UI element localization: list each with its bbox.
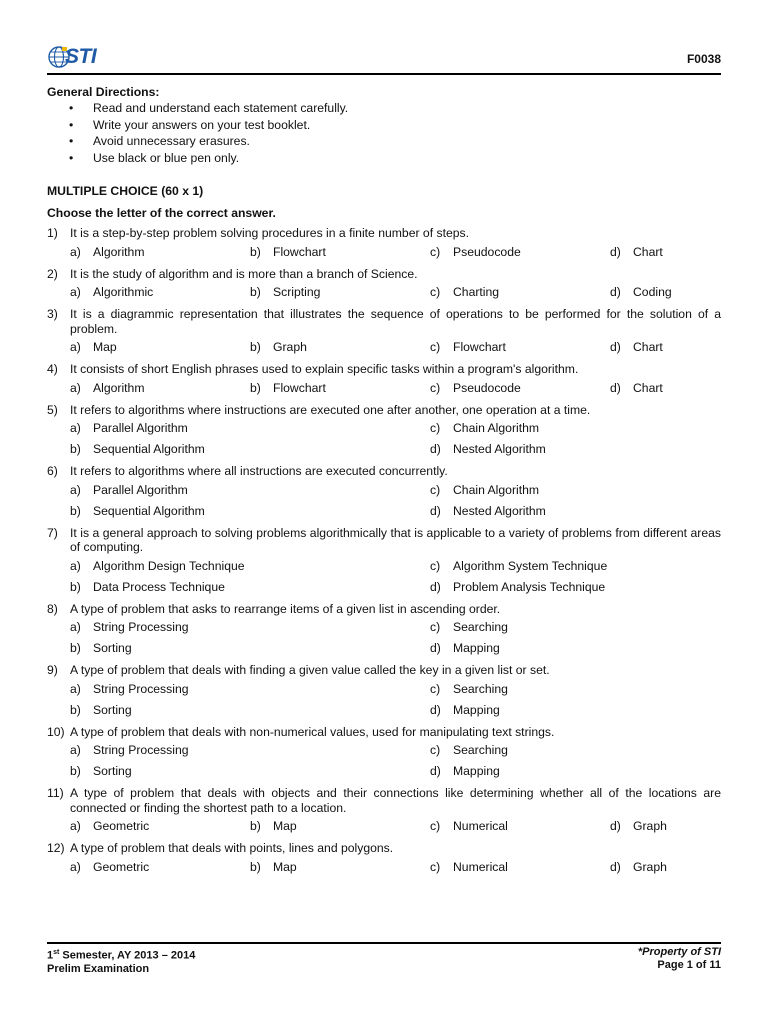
question-number: 6) <box>47 464 58 478</box>
option-text: Sorting <box>93 641 132 655</box>
answer-option <box>430 764 500 778</box>
footer-rule <box>47 942 721 944</box>
answer-option <box>70 764 132 778</box>
option-text: Parallel Algorithm <box>93 421 188 435</box>
answer-option <box>430 340 506 354</box>
options-row <box>47 815 721 836</box>
option-text: Flowchart <box>273 244 326 259</box>
option-text: String Processing <box>93 681 189 696</box>
option-letter: d) <box>610 285 621 299</box>
question-text: It refers to algorithms where instructions are executed one after another, one operation at a time. <box>70 402 591 417</box>
option-letter: b) <box>250 244 261 259</box>
question-number: 2) <box>47 266 58 281</box>
direction-text: Read and understand each statement carefully. <box>93 101 349 115</box>
page-number: Page 1 of 11 <box>657 959 721 971</box>
answer-option <box>430 703 500 717</box>
semester-text: Semester, AY 2013 – 2014 <box>59 949 196 962</box>
option-text: Chain Algorithm <box>453 482 540 497</box>
question-text: A type of problem that deals with points, lines and polygons. <box>70 841 394 855</box>
option-text: Searching <box>453 681 508 696</box>
options-row <box>47 576 721 597</box>
answer-option <box>250 860 297 874</box>
option-text: Algorithmic <box>93 285 154 299</box>
answer-option <box>430 245 521 259</box>
option-text: Geometric <box>93 859 150 874</box>
answer-option <box>430 743 508 757</box>
option-letter: c) <box>430 620 441 634</box>
question-item <box>47 307 721 336</box>
option-letter: d) <box>610 380 621 395</box>
question-number: 10) <box>47 724 65 739</box>
document-code: F0038 <box>686 52 721 66</box>
answer-option <box>70 703 132 717</box>
question-item <box>47 602 721 617</box>
question-number: 8) <box>47 601 58 616</box>
option-letter: c) <box>430 421 441 435</box>
option-text: Map <box>93 340 117 354</box>
option-letter: c) <box>430 558 441 573</box>
option-text: Nested Algorithm <box>453 503 546 518</box>
answer-option <box>70 819 149 833</box>
answer-option <box>430 580 605 594</box>
direction-item <box>47 133 721 150</box>
answer-option <box>430 504 546 518</box>
header-rule <box>47 73 721 75</box>
option-letter: b) <box>70 641 81 655</box>
answer-option <box>70 340 117 354</box>
page-header <box>47 42 721 74</box>
direction-item <box>47 117 721 134</box>
option-letter: a) <box>70 819 81 833</box>
answer-option <box>610 819 667 833</box>
option-text: Geometric <box>93 819 150 833</box>
options-row <box>47 438 721 459</box>
option-text: Data Process Technique <box>93 579 225 594</box>
option-letter: d) <box>610 859 621 874</box>
option-letter: a) <box>70 244 81 259</box>
option-letter: a) <box>70 743 81 757</box>
options-row <box>47 500 721 521</box>
answer-option <box>70 442 205 456</box>
question-number: 1) <box>47 226 58 240</box>
options-row <box>47 760 721 781</box>
answer-option <box>250 381 326 395</box>
option-text: Problem Analysis Technique <box>453 579 606 594</box>
option-text: Sorting <box>93 702 132 717</box>
answer-option <box>250 819 297 833</box>
question-text: It is the study of algorithm and is more than a branch of Science. <box>70 266 418 281</box>
answer-option <box>70 421 188 435</box>
question-number: 7) <box>47 525 58 540</box>
direction-item <box>47 150 721 167</box>
option-letter: b) <box>70 503 81 518</box>
option-text: Algorithm Design Technique <box>93 558 245 573</box>
exam-body <box>47 84 721 877</box>
option-letter: a) <box>70 340 81 354</box>
option-text: Charting <box>453 285 500 299</box>
answer-option <box>70 580 225 594</box>
option-letter: a) <box>70 421 81 435</box>
question-text: It is a diagrammic representation that illustrates the sequence of operations to be performed for the solution of a problem. <box>70 307 721 336</box>
option-text: Mapping <box>453 702 500 717</box>
semester-line <box>47 946 195 963</box>
option-letter: d) <box>430 641 441 655</box>
option-text: String Processing <box>93 620 189 634</box>
question-text: It is a step-by-step problem solving procedures in a finite number of steps. <box>70 226 469 240</box>
option-letter: d) <box>430 579 441 594</box>
direction-text: Use black or blue pen only. <box>93 150 240 165</box>
option-letter: c) <box>430 681 441 696</box>
answer-option <box>430 381 521 395</box>
option-text: Sorting <box>93 764 132 778</box>
option-letter: b) <box>70 702 81 717</box>
answer-option <box>430 483 539 497</box>
answer-option <box>610 340 663 354</box>
answer-option <box>430 559 607 573</box>
option-text: Numerical <box>453 859 508 874</box>
question-text: A type of problem that deals with finding a given value called the key in a given list or set. <box>70 663 550 677</box>
answer-option <box>610 285 672 299</box>
answer-option <box>70 559 245 573</box>
option-text: Sequential Algorithm <box>93 442 205 456</box>
sti-logo <box>47 42 107 72</box>
question-item <box>47 526 721 555</box>
answer-option <box>70 860 149 874</box>
question-text: A type of problem that asks to rearrange items of a given list in ascending order. <box>70 601 501 616</box>
options-row <box>47 616 721 637</box>
option-text: Nested Algorithm <box>453 442 546 456</box>
answer-option <box>250 285 320 299</box>
question-number: 12) <box>47 841 65 855</box>
option-letter: c) <box>430 743 441 757</box>
answer-option <box>70 682 189 696</box>
answer-option <box>430 819 508 833</box>
property-notice: *Property of STI <box>637 946 721 958</box>
option-text: Searching <box>453 620 508 634</box>
answer-option <box>430 421 539 435</box>
option-text: Coding <box>633 285 672 299</box>
question-text: It consists of short English phrases used to explain specific tasks within a program's algorithm. <box>70 362 579 376</box>
answer-option <box>70 245 144 259</box>
options-row <box>47 241 721 262</box>
options-row <box>47 856 721 877</box>
option-text: Chart <box>633 340 663 354</box>
option-text: Pseudocode <box>453 244 521 259</box>
option-text: Chart <box>633 244 663 259</box>
question-item <box>47 226 721 241</box>
options-row <box>47 699 721 720</box>
exam-name: Prelim Examination <box>47 962 150 975</box>
answer-option <box>430 442 546 456</box>
option-letter: a) <box>70 620 81 634</box>
semester-number: 1 <box>47 949 54 962</box>
option-text: Sequential Algorithm <box>93 503 205 518</box>
option-text: Searching <box>453 743 508 757</box>
option-letter: d) <box>610 340 621 354</box>
footer-left <box>47 946 195 976</box>
option-letter: c) <box>430 482 441 497</box>
answer-option <box>430 860 508 874</box>
question-text: A type of problem that deals with objects and their connections like determining whether all of the locations are connected or finding the shortest path to a location. <box>70 786 721 815</box>
answer-option <box>250 340 307 354</box>
section-title: MULTIPLE CHOICE (60 x 1) <box>47 184 204 198</box>
direction-text: Write your answers on your test booklet. <box>93 117 311 132</box>
option-letter: b) <box>70 442 81 456</box>
answer-option <box>250 245 326 259</box>
answer-option <box>610 381 663 395</box>
option-letter: b) <box>250 380 261 395</box>
option-text: Scripting <box>273 285 321 299</box>
option-letter: c) <box>430 380 441 395</box>
option-letter: b) <box>250 819 261 833</box>
option-text: Mapping <box>453 641 500 655</box>
answer-option <box>70 620 189 634</box>
option-text: String Processing <box>93 743 189 757</box>
question-item <box>47 786 721 815</box>
answer-option <box>430 285 499 299</box>
direction-item <box>47 100 721 117</box>
question-item <box>47 267 721 282</box>
directions-title: General Directions: <box>47 85 160 99</box>
options-row <box>47 479 721 500</box>
question-item <box>47 464 721 479</box>
option-letter: d) <box>430 702 441 717</box>
answer-option <box>70 483 188 497</box>
option-text: Map <box>273 859 297 874</box>
option-text: Chart <box>633 380 663 395</box>
question-list <box>47 226 721 877</box>
option-letter: d) <box>430 764 441 778</box>
answer-option <box>610 245 663 259</box>
question-number: 4) <box>47 362 58 376</box>
question-item <box>47 403 721 418</box>
options-row <box>47 678 721 699</box>
option-text: Flowchart <box>453 340 506 354</box>
section-instruction: Choose the letter of the correct answer. <box>47 206 276 220</box>
question-text: A type of problem that deals with non-numerical values, used for manipulating text strings. <box>70 724 555 739</box>
option-letter: b) <box>250 340 261 354</box>
options-row <box>47 377 721 398</box>
bullet-icon: • <box>69 117 74 132</box>
question-item <box>47 725 721 740</box>
question-number: 9) <box>47 663 58 677</box>
answer-option <box>430 620 508 634</box>
answer-option <box>70 381 144 395</box>
option-letter: a) <box>70 859 81 874</box>
option-text: Algorithm <box>93 244 145 259</box>
direction-text: Avoid unnecessary erasures. <box>93 134 250 148</box>
options-row <box>47 555 721 576</box>
bullet-icon: • <box>69 134 74 148</box>
option-letter: c) <box>430 285 441 299</box>
options-row <box>47 637 721 658</box>
logo-wordmark: STI <box>65 45 97 68</box>
answer-option <box>430 682 508 696</box>
option-letter: b) <box>70 764 81 778</box>
question-item <box>47 841 721 856</box>
bullet-icon: • <box>69 101 74 115</box>
question-text: It refers to algorithms where all instructions are executed concurrently. <box>70 464 448 478</box>
option-letter: d) <box>430 503 441 518</box>
option-letter: c) <box>430 244 441 259</box>
option-letter: a) <box>70 380 81 395</box>
option-text: Graph <box>633 819 667 833</box>
option-text: Pseudocode <box>453 380 521 395</box>
option-text: Parallel Algorithm <box>93 482 188 497</box>
option-text: Chain Algorithm <box>453 421 540 435</box>
option-letter: b) <box>250 285 261 299</box>
option-letter: a) <box>70 681 81 696</box>
option-text: Algorithm System Technique <box>453 558 608 573</box>
option-letter: c) <box>430 819 441 833</box>
option-letter: a) <box>70 558 81 573</box>
option-letter: d) <box>610 819 621 833</box>
question-text: It is a general approach to solving problems algorithmically that is applicable to a variety of problems from different areas of computing. <box>70 525 721 554</box>
option-text: Numerical <box>453 819 508 833</box>
answer-option <box>430 641 500 655</box>
answer-option <box>70 743 189 757</box>
options-row <box>47 417 721 438</box>
semester-suffix: st <box>53 949 60 956</box>
question-number: 3) <box>47 307 58 321</box>
options-row <box>47 336 721 357</box>
option-letter: a) <box>70 285 81 299</box>
option-letter: b) <box>250 859 261 874</box>
question-item <box>47 663 721 678</box>
footer-right <box>638 946 721 972</box>
question-item <box>47 362 721 377</box>
option-letter: a) <box>70 482 81 497</box>
directions-list <box>47 100 721 166</box>
option-text: Graph <box>633 859 667 874</box>
option-text: Mapping <box>453 764 500 778</box>
bullet-icon: • <box>69 150 74 165</box>
option-letter: d) <box>610 244 621 259</box>
answer-option <box>70 285 153 299</box>
option-letter: d) <box>430 442 441 456</box>
option-text: Flowchart <box>273 380 326 395</box>
option-letter: c) <box>430 340 441 354</box>
option-letter: c) <box>430 859 441 874</box>
answer-option <box>70 504 205 518</box>
answer-option <box>70 641 132 655</box>
option-letter: b) <box>70 579 81 594</box>
option-text: Algorithm <box>93 380 145 395</box>
options-row <box>47 739 721 760</box>
option-text: Map <box>273 819 297 833</box>
question-number: 11) <box>47 786 64 800</box>
answer-option <box>610 860 667 874</box>
options-row <box>47 281 721 302</box>
question-number: 5) <box>47 402 58 417</box>
option-text: Graph <box>273 340 307 354</box>
